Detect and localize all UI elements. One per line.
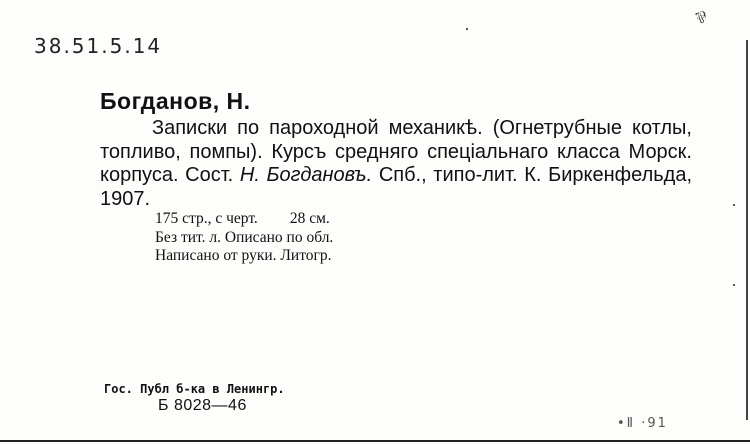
notes-line-1	[155, 210, 333, 229]
notes-size: 28 см.	[289, 210, 330, 227]
card-edge-right	[746, 40, 748, 420]
title-author: Н. Богдановъ.	[239, 164, 373, 186]
shelfmark: 38.51.5.14	[34, 34, 163, 58]
title-description	[100, 117, 692, 211]
notes-pages: 175 стр., с черт.	[155, 210, 258, 227]
library-stamp: Гос. Публ б-ка в Ленингр.	[104, 382, 285, 396]
speck	[466, 28, 468, 30]
speck	[733, 284, 735, 286]
physical-notes	[155, 210, 333, 266]
author-heading: Богданов, Н.	[100, 88, 251, 114]
card-edge-bottom	[0, 440, 750, 442]
speck	[733, 204, 735, 206]
corner-mark: ⅌	[693, 6, 710, 29]
title-text: Записки по пароходной механикѣ. (Огнетрубные котлы, топливо, помпы). Курсъ средняго спеціальнаго класса Морск. корпуса. Сост.	[100, 117, 692, 186]
inventory-number: Б 8028—46	[158, 397, 247, 414]
notes-line-3: Написано от руки. Литогр.	[155, 247, 332, 264]
title-tail: Спб., типо-лит. К. Биркенфельда, 1907.	[100, 164, 693, 210]
faint-mark: •Ⅱ ·91	[617, 416, 668, 431]
notes-line-2: Без тит. л. Описано по обл.	[155, 228, 334, 246]
